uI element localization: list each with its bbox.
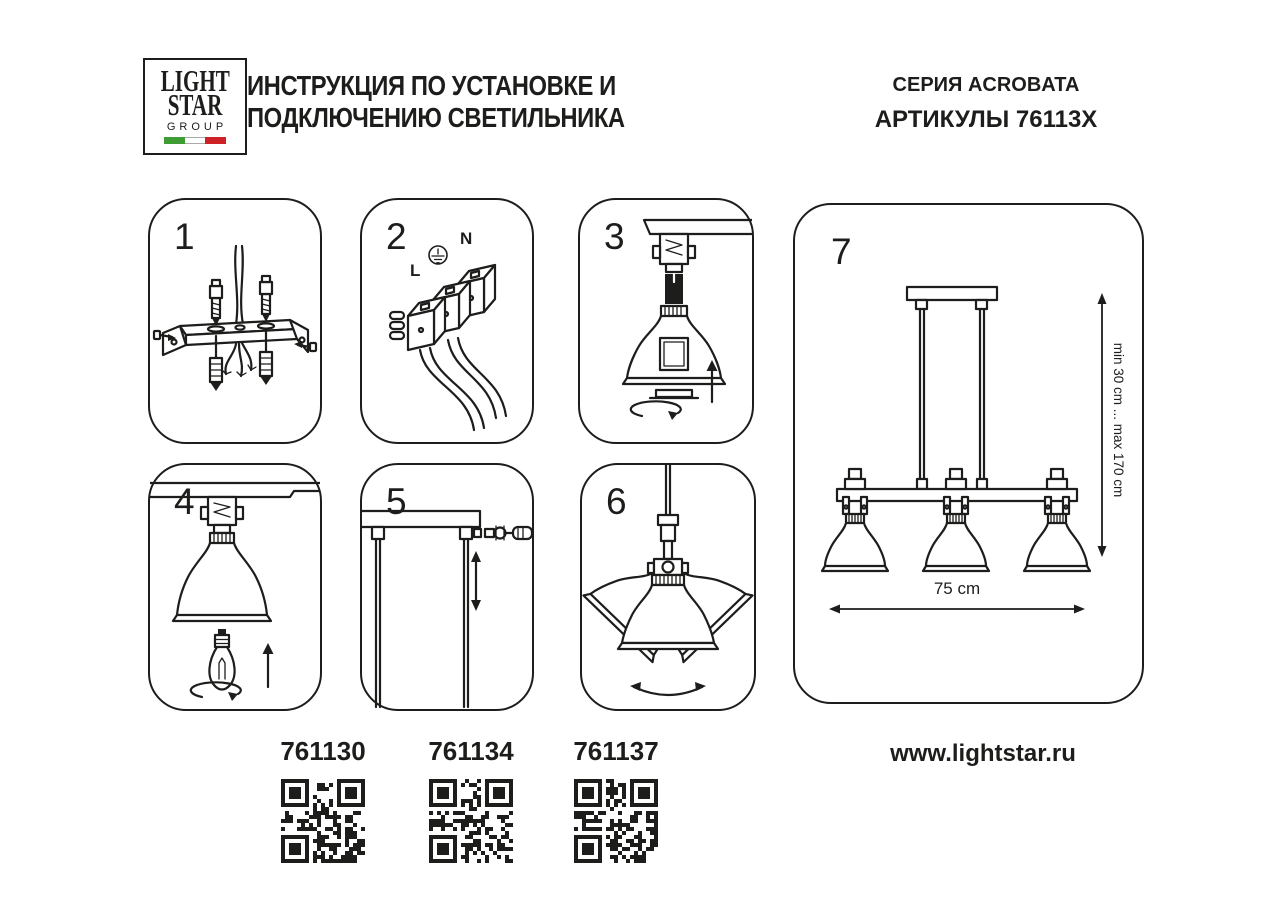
product-code: 761134 xyxy=(428,736,514,766)
flag-green-stripe xyxy=(164,137,185,144)
logo-word-light: LIGHT xyxy=(160,64,230,98)
series-name: СЕРИЯ ACROBATA xyxy=(892,74,1080,96)
step-7-number: 7 xyxy=(831,231,852,272)
articles-label: АРТИКУЛЫ 76113X xyxy=(874,106,1098,133)
height-dimension-label: min 30 cm ... max 170 cm xyxy=(1111,342,1126,498)
italian-flag-icon xyxy=(164,137,226,144)
step-2-panel xyxy=(360,198,534,444)
step-7-fixture-diagram xyxy=(795,205,1142,702)
step-6-number: 6 xyxy=(606,481,627,522)
website-url: www.lightstar.ru xyxy=(890,740,1076,767)
title-line-2: ПОДКЛЮЧЕНИЮ СВЕТИЛЬНИКА xyxy=(247,102,625,133)
series-block xyxy=(856,74,1116,134)
qr-code xyxy=(429,779,513,863)
step-3-panel xyxy=(578,198,754,444)
terminal-label-n: N xyxy=(460,229,473,248)
qr-code xyxy=(281,779,365,863)
product-code: 761137 xyxy=(573,736,659,766)
flag-white-stripe xyxy=(185,137,206,144)
logo-word-star: STAR xyxy=(167,88,223,122)
page-title xyxy=(247,70,625,134)
step-1-panel xyxy=(148,198,322,444)
step-4-number: 4 xyxy=(174,481,195,522)
product-code: 761130 xyxy=(280,736,366,766)
lightstar-logo xyxy=(143,58,247,155)
step-4-panel xyxy=(148,463,322,711)
step-2-number: 2 xyxy=(386,216,407,257)
title-line-1: ИНСТРУКЦИЯ ПО УСТАНОВКЕ И xyxy=(247,70,616,101)
terminal-label-l: L xyxy=(410,261,421,280)
step-6-panel xyxy=(580,463,756,711)
flag-red-stripe xyxy=(205,137,226,144)
step-5-number: 5 xyxy=(386,481,407,522)
logo-word-group: GROUP xyxy=(166,121,228,133)
product-code-block xyxy=(258,736,388,863)
step-7-panel xyxy=(793,203,1144,704)
width-dimension-label: 75 cm xyxy=(933,579,981,598)
step-5-panel xyxy=(360,463,534,711)
product-code-block xyxy=(551,736,681,863)
step-1-number: 1 xyxy=(174,216,195,257)
qr-code xyxy=(574,779,658,863)
product-code-block xyxy=(406,736,536,863)
step-3-number: 3 xyxy=(604,216,625,257)
